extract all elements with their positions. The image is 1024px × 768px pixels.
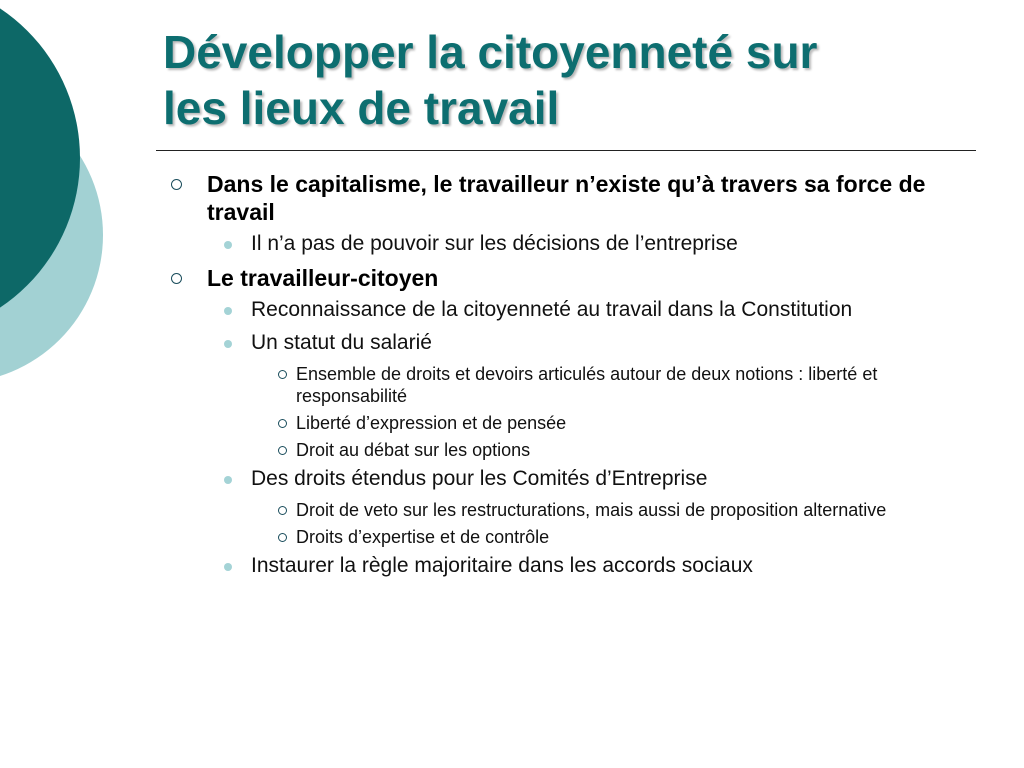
small-hollow-circle-bullet-icon: [278, 370, 287, 379]
slide-title: [163, 24, 983, 136]
sub-bullet-item: [207, 466, 960, 492]
bullet-item: [160, 170, 960, 257]
sub-bullet-text: Il n’a pas de pouvoir sur les décisions de l’entreprise: [251, 232, 738, 255]
sub-sub-bullet-item: [207, 526, 960, 548]
small-hollow-circle-bullet-icon: [278, 446, 287, 455]
sub-bullet-text: Reconnaissance de la citoyenneté au travail dans la Constitution: [251, 298, 853, 321]
sub-sub-bullet-text: Ensemble de droits et devoirs articulés autour de deux notions : liberté et responsabilité: [296, 364, 878, 406]
hollow-circle-bullet-icon: [171, 273, 182, 284]
sub-sub-bullet-item: [207, 439, 960, 461]
sub-sub-bullet-text: Droits d’expertise et de contrôle: [296, 527, 550, 547]
sub-sub-bullet-item: [207, 412, 960, 434]
small-hollow-circle-bullet-icon: [278, 419, 287, 428]
dot-bullet-icon: [224, 563, 232, 571]
dot-bullet-icon: [224, 476, 232, 484]
sub-sub-bullet-text: Droit au débat sur les options: [296, 440, 531, 460]
sub-bullet-list: [207, 297, 960, 579]
title-line-1: Développer la citoyenneté sur: [163, 26, 818, 78]
sub-bullet-item: [207, 297, 960, 323]
dot-bullet-icon: [224, 307, 232, 315]
sub-sub-bullet-text: Droit de veto sur les restructurations, mais aussi de proposition alternative: [296, 500, 887, 520]
sub-sub-bullet-item: [207, 363, 960, 407]
bullet-item: [160, 264, 960, 579]
bullet-list: [160, 170, 960, 579]
sub-bullet-item: [207, 553, 960, 579]
sub-bullet-text: Des droits étendus pour les Comités d’Entreprise: [251, 467, 708, 490]
sub-bullet-item: [207, 231, 960, 257]
sub-bullet-list: [207, 231, 960, 257]
small-hollow-circle-bullet-icon: [278, 506, 287, 515]
sub-sub-bullet-text: Liberté d’expression et de pensée: [296, 413, 567, 433]
title-line-2: les lieux de travail: [163, 82, 560, 134]
bullet-text: Le travailleur-citoyen: [207, 265, 439, 291]
sub-bullet-text: Un statut du salarié: [251, 331, 432, 354]
dot-bullet-icon: [224, 340, 232, 348]
title-divider: [156, 150, 976, 151]
small-hollow-circle-bullet-icon: [278, 533, 287, 542]
sub-bullet-item: [207, 330, 960, 356]
sub-sub-bullet-item: [207, 499, 960, 521]
dot-bullet-icon: [224, 241, 232, 249]
hollow-circle-bullet-icon: [171, 179, 182, 190]
sub-bullet-text: Instaurer la règle majoritaire dans les accords sociaux: [251, 554, 753, 577]
slide-content: [160, 170, 960, 586]
bullet-text: Dans le capitalisme, le travailleur n’existe qu’à travers sa force de travail: [207, 171, 926, 225]
